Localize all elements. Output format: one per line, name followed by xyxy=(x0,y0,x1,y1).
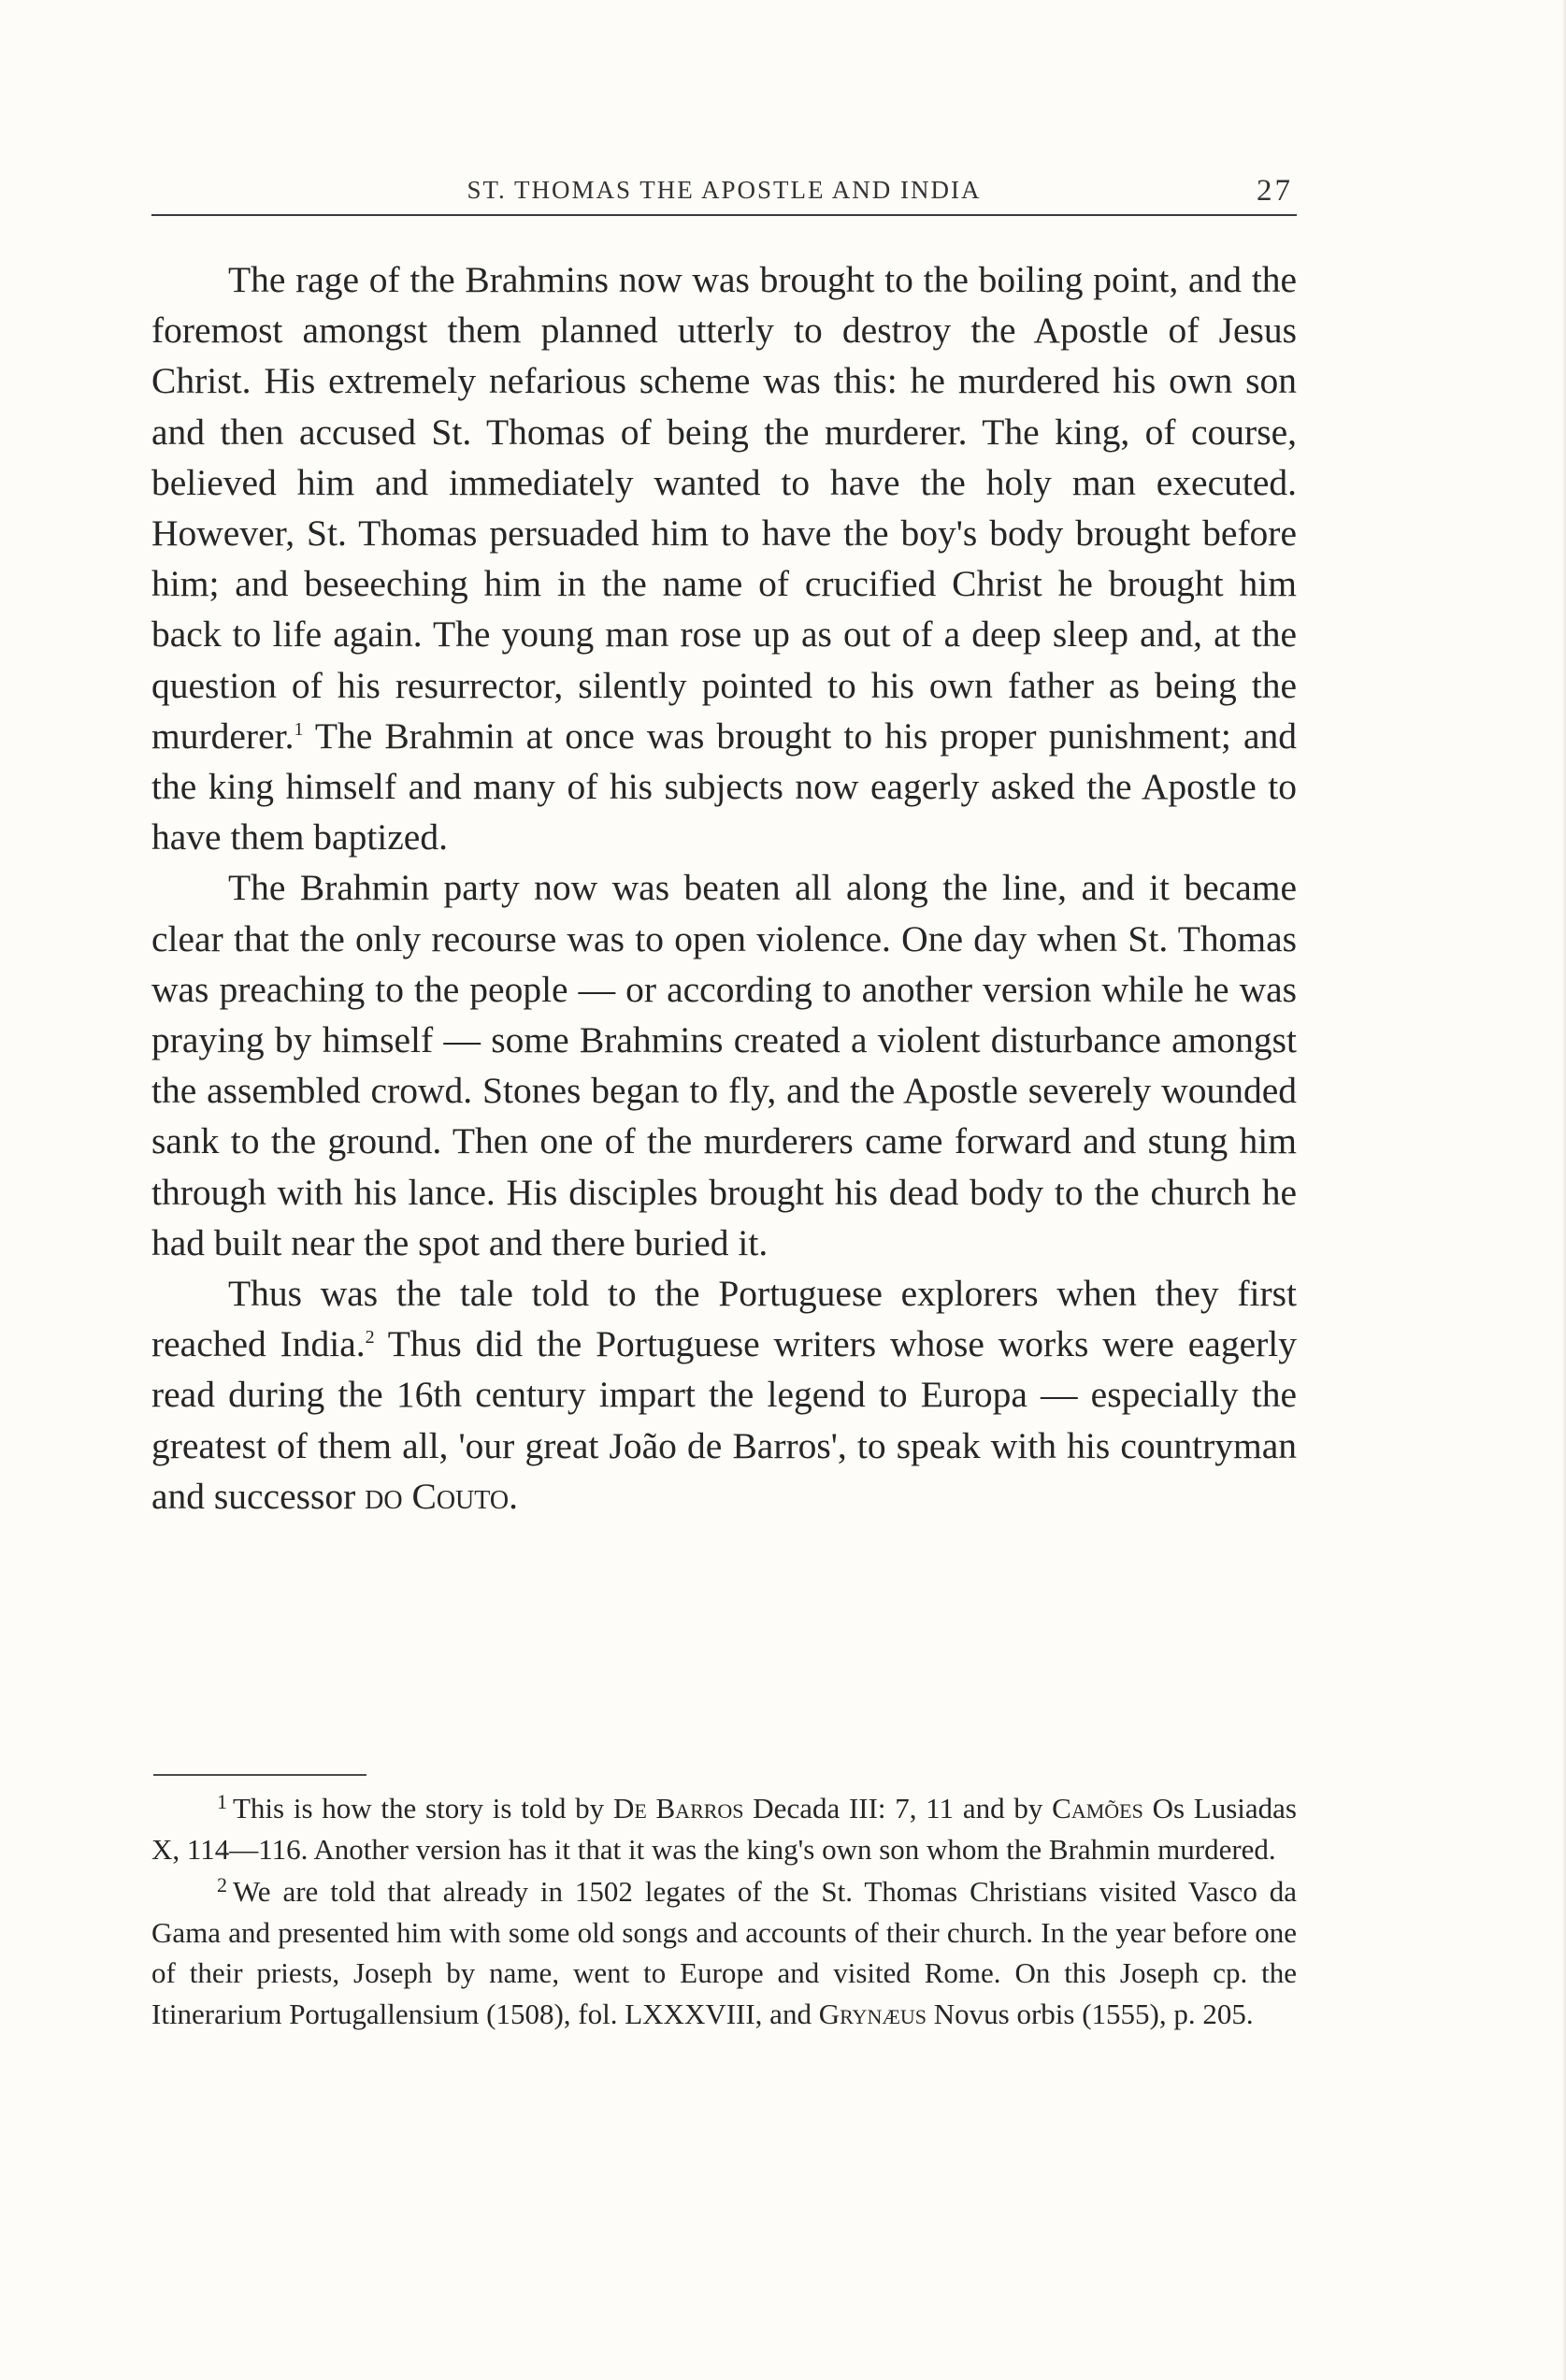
footnote-2-text-b: Novus orbis (1555), p. 205. xyxy=(927,1997,1254,2030)
footnote-1-text-c: Os Lusiadas X, 114—116. Another version has it that it was the king's own son whom the Brahmin murdered. xyxy=(151,1792,1297,1866)
author-name-camoes: Camões xyxy=(1052,1792,1143,1825)
paragraph-3-text-a: Thus was the tale told to the Portuguese explorers when they first reached India. xyxy=(151,1273,1297,1365)
footnote-rule xyxy=(153,1774,366,1776)
body-text xyxy=(151,254,1297,1522)
footnote-1 xyxy=(151,1788,1297,1869)
paragraph-3-text-b: Thus did the Portuguese writers whose works were eagerly read during the 16th century impart the legend to Europa — especially the greatest of them all, 'our great João de Barros', to speak with his countryman and successor xyxy=(151,1323,1297,1517)
footnotes xyxy=(151,1788,1297,2034)
footnote-ref-2: 2 xyxy=(365,1327,375,1349)
running-title: ST. THOMAS THE APOSTLE AND INDIA xyxy=(467,176,982,204)
footnote-2 xyxy=(151,1871,1297,2034)
author-name-do-couto: do Couto xyxy=(365,1475,510,1517)
header-rule xyxy=(151,214,1297,216)
footnote-ref-1: 1 xyxy=(294,718,304,740)
paragraph-2: The Brahmin party now was beaten all along the line, and it became clear that the only recourse was to open violence. One day when St. Thomas was preaching to the people — or according to another version while he was praying by himself — some Brahmins created a violent disturbance amongst the assembled crowd. Stones began to fly, and the Apostle severely wounded sank to the ground. Then one of the murderers came forward and stung him through with his lance. His disciples brought his dead body to the church he had built near the spot and there buried it. xyxy=(151,867,1297,1263)
paragraph-1-text-a: The rage of the Brahmins now was brought to the boiling point, and the foremost amongst them planned utterly to destroy the Apostle of Jesus Christ. His extremely nefarious scheme was this: he murdered his own son and then accused St. Thomas of being the murderer. The king, of course, believed him and immediately wanted to have the holy man executed. However, St. Thomas persuaded him to have the boy's body brought before him; and beseeching him in the name of crucified Christ he brought him back to life again. The young man rose up as out of a deep sleep and, at the question of his resurrector, silently pointed to his own father as being the murderer. xyxy=(151,259,1297,757)
footnote-1-text-a: This is how the story is told by xyxy=(233,1792,613,1825)
page-header xyxy=(151,174,1297,211)
paragraph-3 xyxy=(151,1268,1297,1522)
author-name-de-barros: De Barros xyxy=(612,1792,744,1825)
paragraph-1 xyxy=(151,254,1297,862)
paragraph-3-text-c: . xyxy=(509,1475,518,1517)
footnote-1-marker: 1 xyxy=(217,1790,227,1813)
footnote-2-marker: 2 xyxy=(217,1873,227,1897)
paragraph-1-text-b: The Brahmin at once was brought to his proper punishment; and the king himself and many of his subjects now eagerly asked the Apostle to have them baptized. xyxy=(151,714,1297,858)
author-name-grynaeus: Grynæus xyxy=(818,1997,927,2030)
page-number: 27 xyxy=(1257,174,1293,208)
footnote-2-text-a: We are told that already in 1502 legates of the St. Thomas Christians visited Vasco da Gama and presented him with some old songs and accounts of their church. In the year before one of their priests, Joseph by name, went to Europe and visited Rome. On this Joseph cp. the Itinerarium Portugallensium (1508), fol. LXXXVIII, and xyxy=(151,1875,1297,2030)
footnote-1-text-b: Decada III: 7, 11 and by xyxy=(743,1792,1053,1825)
page-edge-shadow xyxy=(1562,0,1566,2380)
